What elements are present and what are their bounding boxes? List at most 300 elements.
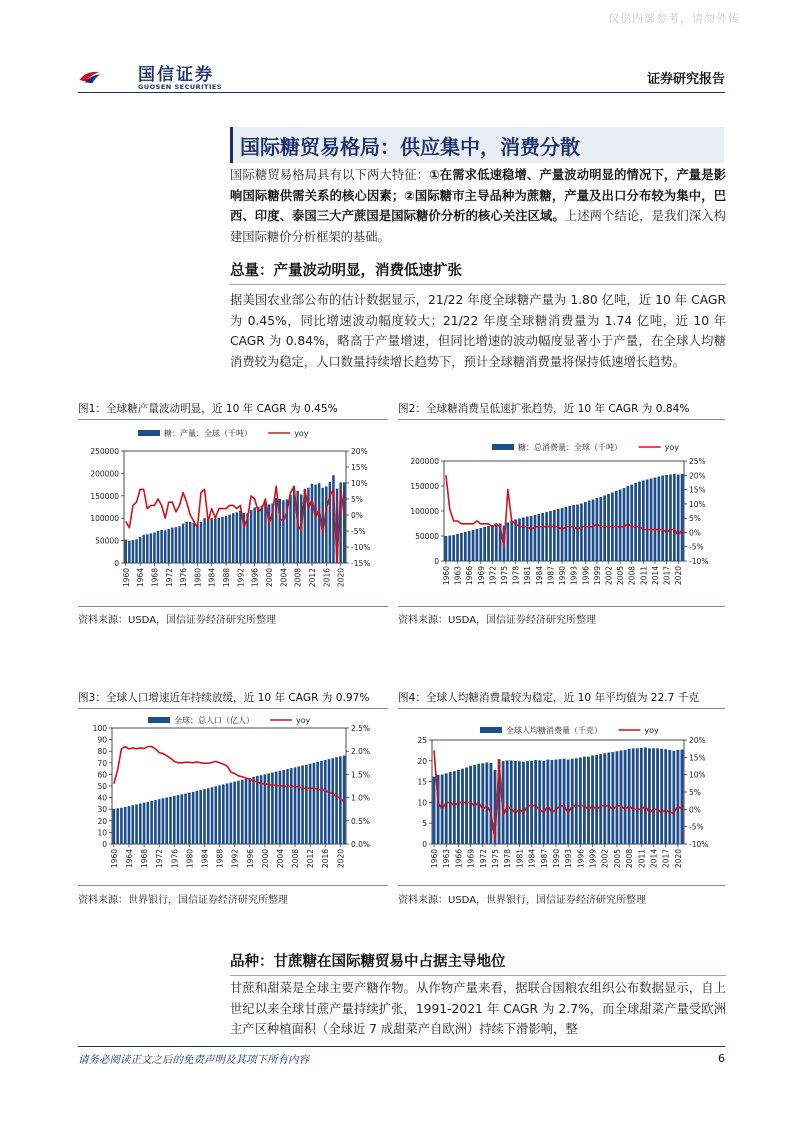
- bar-2013: [650, 479, 653, 562]
- bar-series: [433, 747, 684, 844]
- bar-2016: [325, 486, 328, 563]
- bar-2014: [318, 483, 321, 563]
- left-tick-label: 0: [434, 557, 439, 566]
- bar-1981: [526, 517, 529, 562]
- legend-bar-label: 全球：总人口（亿人）: [174, 716, 254, 725]
- bar-1980: [188, 793, 191, 844]
- figure-4-chart: [398, 710, 725, 882]
- figure-4-title: 图4：全球人均糖消费量较为稳定，近 10 年平均值为 22.7 千克: [398, 692, 699, 704]
- chart-legend: [480, 725, 659, 735]
- legend-line-label: yoy: [294, 429, 309, 438]
- bar-1990: [232, 513, 235, 563]
- x-tick-label: 2008: [625, 849, 635, 869]
- bar-1961: [448, 536, 451, 562]
- figure-3-bottom-rule: [78, 885, 388, 886]
- right-tick-label: 10%: [689, 499, 706, 509]
- x-tick-label: 1969: [476, 566, 486, 586]
- left-tick-label: 30: [97, 805, 107, 815]
- left-tick-label: 70: [97, 758, 107, 768]
- bar-1977: [177, 795, 180, 844]
- bar-1985: [214, 519, 217, 563]
- figure-1-bottom-rule: [78, 606, 388, 607]
- x-tick-label: 1980: [185, 849, 195, 869]
- bar-2011: [640, 748, 643, 844]
- x-tick-label: 1996: [245, 849, 255, 869]
- bar-1980: [522, 518, 525, 562]
- right-tick-label: 1.0%: [351, 793, 371, 803]
- bar-2006: [623, 488, 626, 561]
- bar-1987: [214, 786, 217, 844]
- bar-1974: [175, 527, 178, 563]
- bar-2017: [328, 759, 331, 844]
- bar-1984: [203, 789, 206, 844]
- right-tick-label: 5%: [351, 495, 363, 504]
- right-tick-label: 0.0%: [351, 840, 371, 849]
- bar-1966: [468, 531, 471, 561]
- bar-2021: [681, 474, 684, 561]
- bar-1997: [252, 777, 255, 844]
- subsection-title-variety: 品种：甘蔗糖在国际糖贸易中占据主导地位: [230, 954, 506, 970]
- bar-1963: [135, 539, 138, 563]
- x-tick-label: 1992: [230, 849, 240, 869]
- x-tick-label: 1964: [124, 849, 134, 869]
- bar-1989: [557, 509, 560, 561]
- left-tick-label: 0: [422, 840, 427, 849]
- x-tick-label: 1993: [569, 566, 579, 586]
- left-tick-label: 15: [417, 777, 427, 787]
- bar-1987: [542, 761, 545, 844]
- bar-1976: [182, 524, 185, 563]
- bar-2019: [672, 751, 675, 844]
- bar-1979: [193, 523, 196, 563]
- bar-1966: [135, 804, 138, 844]
- bar-2003: [275, 772, 278, 844]
- bar-1985: [207, 788, 210, 844]
- bar-2016: [660, 749, 663, 844]
- bar-2006: [289, 495, 292, 563]
- bar-2001: [603, 496, 606, 562]
- left-tick-label: 20: [97, 816, 107, 826]
- bar-1986: [545, 512, 548, 561]
- bar-1986: [538, 760, 541, 844]
- bar-1984: [530, 761, 533, 844]
- bar-1983: [526, 761, 529, 844]
- bar-1972: [491, 525, 494, 561]
- watermark: 仅供内部参考，请勿外传: [608, 12, 740, 25]
- bar-2011: [642, 481, 645, 562]
- bar-1963: [124, 807, 127, 844]
- figure-2-title: 图2：全球糖消费呈低速扩张趋势，近 10 年 CAGR 为 0.84%: [398, 403, 690, 415]
- x-tick-label: 1981: [515, 849, 525, 869]
- bar-1976: [173, 796, 176, 844]
- x-tick-label: 2020: [673, 849, 683, 869]
- right-tick-label: 10%: [689, 770, 706, 780]
- bar-2008: [630, 485, 633, 562]
- x-tick-label: 1990: [551, 849, 561, 869]
- right-tick-label: 15%: [351, 463, 368, 472]
- variety-paragraph: 甘蔗和甜菜是全球主要产糖作物。从作物产量来看，据联合国粮农组织公布数据显示，自上世纪以来全球甘蔗产量持续扩张，1991-2021 年 CAGR 为 2.7%，而全球甜菜产量受欧洲主产区种植面积（全球近 7 成甜菜产自欧洲）持续下滑影响，整: [230, 981, 726, 1037]
- x-tick-label: 1984: [527, 849, 537, 869]
- right-tick-label: 0.5%: [351, 816, 371, 826]
- bar-2011: [307, 488, 310, 563]
- bar-1996: [584, 502, 587, 561]
- bar-1968: [476, 529, 479, 561]
- right-tick-label: 20%: [689, 471, 706, 481]
- bar-2012: [644, 747, 647, 844]
- bar-1999: [591, 755, 594, 844]
- x-tick-label: 1972: [164, 568, 174, 588]
- right-tick-label: 25%: [689, 457, 706, 466]
- x-tick-label: 2014: [650, 566, 660, 586]
- x-tick-label: 1969: [466, 849, 476, 869]
- figure-4-bottom-rule: [398, 885, 725, 886]
- x-tick-label: 2016: [322, 568, 332, 588]
- subsection-divider: [230, 284, 726, 285]
- x-tick-label: 2005: [612, 849, 622, 869]
- bar-1973: [162, 798, 165, 844]
- bar-1971: [164, 530, 167, 563]
- bar-1983: [207, 519, 210, 563]
- bar-1975: [169, 797, 172, 844]
- x-tick-label: 2008: [627, 566, 637, 586]
- x-tick-label: 1992: [236, 568, 246, 588]
- bar-1989: [228, 515, 231, 563]
- bar-2006: [286, 769, 289, 844]
- left-tick-label: 10: [417, 798, 427, 808]
- bar-1985: [534, 760, 537, 844]
- right-tick-label: -10%: [351, 543, 371, 552]
- bar-1978: [181, 794, 184, 844]
- left-tick-label: 150000: [410, 482, 439, 491]
- bar-2020: [676, 750, 679, 844]
- x-tick-label: 2012: [306, 849, 316, 869]
- left-tick-label: 150000: [90, 491, 119, 501]
- x-tick-label: 2011: [637, 849, 647, 869]
- x-tick-label: 2012: [307, 568, 317, 588]
- bar-1967: [461, 769, 464, 844]
- bar-1991: [230, 783, 233, 844]
- x-tick-label: 1976: [179, 568, 189, 588]
- bar-1972: [481, 763, 484, 844]
- bar-1971: [487, 526, 490, 561]
- intro-paragraph: [230, 165, 726, 247]
- intro-bold: ①在需求低速稳增、产量波动明显的情况下，产量是影响国际糖供需关系的核心因素；②国际糖市主导品种为蔗糖，产量及出口分布较为集中，巴西、印度、泰国三大产蔗国是国际糖价分析的核心关注区域。: [230, 168, 726, 224]
- bar-1989: [222, 784, 225, 844]
- header-divider: [78, 92, 725, 93]
- legend-bar-swatch: [492, 444, 514, 450]
- legend-bar-label: 糖：产量：全球（千吨）: [164, 429, 252, 438]
- x-tick-label: 2002: [604, 566, 614, 586]
- x-tick-label: 1996: [250, 568, 260, 588]
- legend-bar-label: 糖：总消费量：全球（千吨）: [518, 443, 622, 452]
- x-tick-label: 2020: [336, 849, 346, 869]
- bar-1982: [522, 762, 525, 844]
- x-tick-label: 1960: [430, 849, 440, 869]
- x-tick-label: 1972: [478, 849, 488, 869]
- bar-1967: [139, 804, 142, 844]
- bar-1966: [146, 534, 149, 563]
- bar-2015: [656, 748, 659, 844]
- subsection-title-total: 总量：产量波动明显，消费低速扩张: [230, 263, 462, 279]
- intro-tail: 上述两个结论，是我们深入构建国际糖价分析框架的基础。: [230, 209, 726, 244]
- right-tick-label: 0%: [689, 528, 701, 538]
- bar-2000: [599, 497, 602, 561]
- bar-1977: [510, 521, 513, 561]
- figure-3-top-rule: [78, 708, 388, 709]
- bar-2002: [603, 753, 606, 844]
- figure-2-bottom-rule: [398, 606, 725, 607]
- legend-bar-swatch: [480, 727, 502, 733]
- x-tick-label: 2014: [649, 849, 659, 869]
- legend-bar-swatch: [138, 430, 160, 436]
- right-tick-label: 1.5%: [351, 770, 371, 780]
- bar-1998: [587, 757, 590, 844]
- figure-2-source: 资料来源：USDA，国信证券经济研究所整理: [398, 615, 597, 626]
- bar-1975: [178, 526, 181, 563]
- left-tick-label: 100: [92, 724, 107, 733]
- bar-1997: [257, 507, 260, 563]
- bar-1995: [580, 504, 583, 562]
- bar-2008: [628, 749, 631, 844]
- bar-2004: [279, 771, 282, 844]
- x-tick-label: 1980: [193, 568, 203, 588]
- x-tick-label: 1996: [581, 566, 591, 586]
- x-tick-label: 1963: [442, 849, 452, 869]
- x-tick-label: 1981: [523, 566, 533, 586]
- left-tick-label: 5: [422, 819, 427, 829]
- bar-1964: [139, 537, 142, 563]
- x-tick-label: 1978: [503, 849, 513, 869]
- bar-2021: [681, 750, 684, 844]
- x-tick-label: 1990: [558, 566, 568, 586]
- bar-1978: [514, 520, 517, 562]
- bar-1964: [449, 772, 452, 844]
- bar-2009: [632, 748, 635, 844]
- figure-2-top-rule: [398, 419, 725, 420]
- bar-1989: [550, 760, 553, 844]
- bar-2010: [636, 748, 639, 844]
- bar-1994: [571, 759, 574, 844]
- x-tick-label: 2000: [260, 849, 270, 869]
- footer-divider: [78, 1046, 725, 1047]
- bar-1979: [184, 794, 187, 844]
- bar-2002: [275, 498, 278, 563]
- right-tick-label: -5%: [689, 822, 704, 832]
- bar-1990: [555, 760, 558, 844]
- left-tick-label: 90: [97, 735, 107, 745]
- figure-1-chart: [78, 421, 388, 601]
- bar-2021: [343, 482, 346, 563]
- x-tick-label: 2008: [293, 568, 303, 588]
- bar-2014: [652, 748, 655, 844]
- x-tick-label: 2020: [674, 566, 684, 586]
- bar-1996: [248, 778, 251, 844]
- bar-1997: [583, 757, 586, 844]
- bar-1994: [576, 505, 579, 562]
- x-tick-label: 2017: [661, 849, 671, 869]
- legend-line-label: yoy: [664, 443, 679, 452]
- bar-1960: [445, 536, 448, 561]
- legend-line-label: yoy: [644, 726, 659, 735]
- chart-legend: [138, 428, 309, 438]
- right-tick-label: 2.0%: [351, 747, 371, 757]
- bar-1988: [218, 785, 221, 844]
- bar-1991: [565, 507, 568, 561]
- bar-1969: [157, 531, 160, 563]
- bar-1988: [553, 510, 556, 561]
- bar-1969: [469, 766, 472, 844]
- bar-1969: [479, 528, 482, 561]
- legend-bar-swatch: [148, 717, 170, 723]
- bar-1984: [537, 514, 540, 561]
- bar-1995: [245, 779, 248, 844]
- chart-legend: [148, 715, 311, 725]
- x-tick-label: 2011: [639, 566, 649, 586]
- bar-1970: [160, 530, 163, 563]
- x-tick-label: 1988: [222, 568, 232, 588]
- x-tick-label: 1993: [564, 849, 574, 869]
- x-tick-label: 1984: [207, 568, 217, 588]
- right-tick-label: 2.5%: [351, 724, 371, 733]
- bar-1961: [128, 541, 131, 563]
- bar-1971: [154, 800, 157, 844]
- bar-2018: [669, 475, 672, 562]
- bar-1993: [572, 505, 575, 561]
- x-tick-label: 1975: [500, 566, 509, 586]
- subsection-divider-2: [230, 975, 726, 976]
- right-tick-label: -5%: [689, 542, 704, 552]
- bar-1987: [221, 517, 224, 563]
- bar-1982: [196, 791, 199, 844]
- section-title: 国际糖贸易格局：供应集中，消费分散: [240, 135, 580, 159]
- bar-1970: [150, 801, 153, 844]
- bar-2012: [311, 484, 314, 563]
- bar-1978: [189, 522, 192, 563]
- bar-1973: [171, 528, 174, 563]
- bar-1979: [518, 519, 521, 562]
- x-tick-label: 1966: [454, 849, 464, 869]
- bar-1960: [433, 777, 436, 844]
- right-tick-label: 5%: [689, 514, 701, 524]
- bar-2014: [654, 478, 657, 562]
- bar-1962: [452, 535, 455, 561]
- bar-2005: [619, 490, 622, 562]
- figure-1-source: 资料来源：USDA，国信证券经济研究所整理: [78, 615, 277, 626]
- bar-1972: [168, 529, 171, 563]
- bar-1994: [241, 780, 244, 844]
- bar-2016: [661, 476, 664, 562]
- bar-1982: [530, 516, 533, 561]
- right-tick-label: 0%: [351, 511, 363, 520]
- bar-2012: [646, 480, 649, 562]
- left-tick-label: 200000: [410, 457, 439, 466]
- x-tick-label: 1999: [592, 566, 602, 586]
- bar-1992: [563, 759, 566, 844]
- bar-1969: [147, 802, 150, 844]
- bar-1968: [153, 533, 156, 563]
- right-tick-label: 20%: [689, 736, 706, 745]
- bar-2012: [309, 764, 312, 844]
- left-tick-label: 60: [97, 770, 107, 780]
- bar-1965: [142, 535, 145, 563]
- bar-2016: [324, 760, 327, 844]
- bar-2019: [673, 474, 676, 561]
- x-tick-label: 1975: [491, 849, 500, 869]
- bar-1980: [196, 524, 199, 563]
- bar-1993: [567, 760, 570, 844]
- bar-2014: [316, 762, 319, 844]
- bar-2013: [648, 748, 651, 844]
- bar-1985: [541, 513, 544, 561]
- right-tick-label: -15%: [351, 559, 371, 568]
- bar-2011: [305, 765, 308, 844]
- bar-1963: [445, 773, 448, 844]
- left-tick-label: 40: [97, 793, 107, 803]
- x-tick-label: 1964: [136, 568, 146, 588]
- right-tick-label: 0%: [689, 805, 701, 815]
- bar-2007: [624, 750, 627, 844]
- bar-1961: [116, 808, 119, 844]
- bar-2019: [335, 757, 338, 844]
- bar-1993: [237, 781, 240, 844]
- x-tick-label: 2004: [279, 568, 289, 588]
- bar-1965: [453, 771, 456, 844]
- x-tick-label: 2016: [321, 849, 331, 869]
- bar-2008: [294, 767, 297, 844]
- x-tick-label: 1972: [488, 566, 498, 586]
- bar-1992: [233, 782, 236, 844]
- bar-1960: [113, 809, 116, 844]
- right-tick-label: 10%: [351, 479, 368, 488]
- bar-2000: [595, 755, 598, 844]
- figure-3-source: 资料来源：世界银行，国信证券经济研究所整理: [78, 895, 288, 906]
- bar-1964: [128, 806, 131, 844]
- x-tick-label: 2005: [616, 566, 626, 586]
- bar-1962: [132, 540, 135, 563]
- x-tick-label: 1996: [576, 849, 586, 869]
- bar-1996: [253, 507, 256, 563]
- x-tick-label: 1984: [200, 849, 210, 869]
- bar-1986: [211, 787, 214, 844]
- bar-2007: [290, 768, 293, 844]
- bar-1996: [579, 757, 582, 844]
- bar-2000: [264, 774, 267, 844]
- x-tick-label: 1972: [155, 849, 165, 869]
- x-tick-label: 1960: [121, 568, 131, 588]
- x-tick-label: 2004: [275, 849, 285, 869]
- left-tick-label: 0: [102, 840, 107, 849]
- bar-2015: [320, 761, 323, 844]
- chart-legend: [492, 442, 679, 452]
- legend-line-label: yoy: [296, 716, 311, 725]
- x-tick-label: 1968: [140, 849, 150, 869]
- bar-1963: [456, 534, 459, 561]
- left-tick-label: 20: [417, 756, 427, 766]
- left-tick-label: 50000: [415, 532, 439, 541]
- bar-1988: [546, 760, 549, 844]
- x-tick-label: 1987: [546, 566, 556, 586]
- guosen-logo: [78, 56, 138, 96]
- x-tick-label: 2020: [336, 568, 346, 588]
- bar-2003: [607, 752, 610, 844]
- bar-2010: [638, 482, 641, 562]
- right-tick-label: -10%: [689, 557, 709, 566]
- bar-2018: [668, 750, 671, 844]
- bar-2006: [620, 750, 623, 844]
- right-tick-label: -5%: [351, 527, 366, 536]
- legend-bar-label: 全球人均糖消费量（千克）: [506, 726, 602, 735]
- bar-1980: [514, 761, 517, 844]
